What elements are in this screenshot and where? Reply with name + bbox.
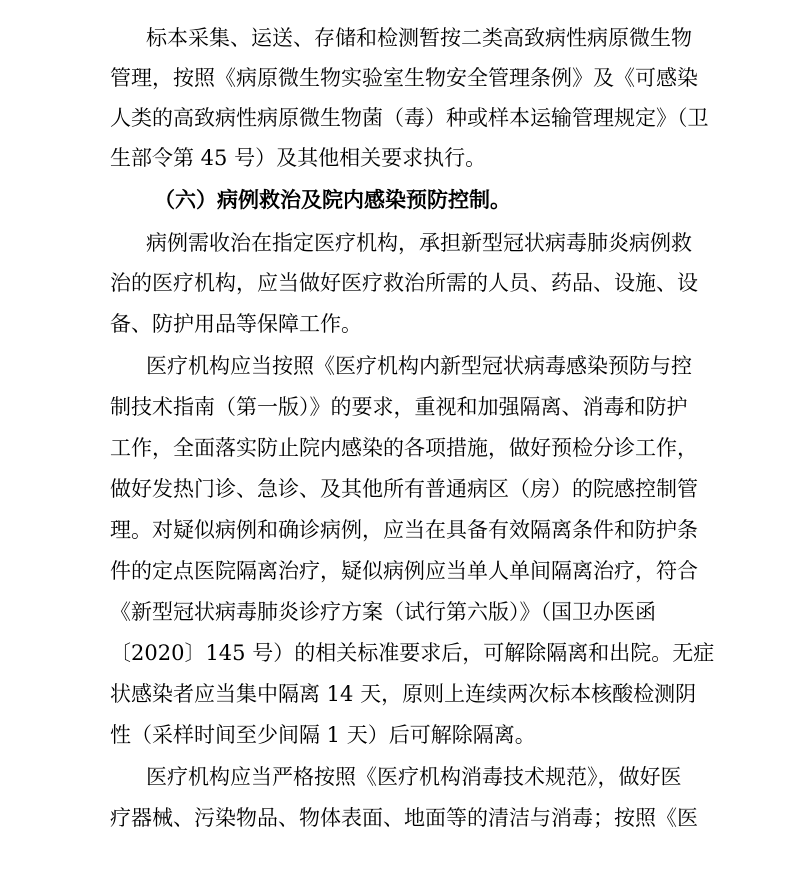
text-line: 管理，按照《病原微生物实验室生物安全管理条例》及《可感染 xyxy=(110,66,698,90)
section-heading: （六）病例救治及院内感染预防控制。 xyxy=(154,188,511,212)
text-line: 理。对疑似病例和确诊病例，应当在具备有效隔离条件和防护条 xyxy=(110,518,698,542)
text-line: 医疗机构应当严格按照《医疗机构消毒技术规范》，做好医 xyxy=(146,765,682,789)
text-line: 治的医疗机构，应当做好医疗救治所需的人员、药品、设施、设 xyxy=(110,271,698,295)
text-line: 病例需收治在指定医疗机构，承担新型冠状病毒肺炎病例救 xyxy=(146,231,692,255)
text-line: 生部令第 45 号）及其他相关要求执行。 xyxy=(110,146,487,170)
text-line: 《新型冠状病毒肺炎诊疗方案（试行第六版）》（国卫办医函 xyxy=(110,600,656,624)
text-line: 做好发热门诊、急诊、及其他所有普通病区（房）的院感控制管 xyxy=(110,477,698,501)
text-line: 标本采集、运送、存储和检测暂按二类高致病性病原微生物 xyxy=(146,26,692,50)
text-line: 制技术指南（第一版）》的要求，重视和加强隔离、消毒和防护 xyxy=(110,395,688,419)
text-line: 疗器械、污染物品、物体表面、地面等的清洁与消毒；按照《医 xyxy=(110,806,698,830)
text-line: 备、防护用品等保障工作。 xyxy=(110,312,362,336)
text-line: 〔2020〕145 号）的相关标准要求后，可解除隔离和出院。无症 xyxy=(110,641,715,665)
text-line: 医疗机构应当按照《医疗机构内新型冠状病毒感染预防与控 xyxy=(146,354,692,378)
text-line: 性（采样时间至少间隔 1 天）后可解除隔离。 xyxy=(110,723,536,747)
text-line: 状感染者应当集中隔离 14 天，原则上连续两次标本核酸检测阴 xyxy=(110,682,697,706)
text-line: 人类的高致病性病原微生物菌（毒）种或样本运输管理规定》（卫 xyxy=(110,106,709,130)
text-line: 工作，全面落实防止院内感染的各项措施，做好预检分诊工作， xyxy=(110,436,698,460)
text-line: 件的定点医院隔离治疗，疑似病例应当单人单间隔离治疗，符合 xyxy=(110,559,698,583)
